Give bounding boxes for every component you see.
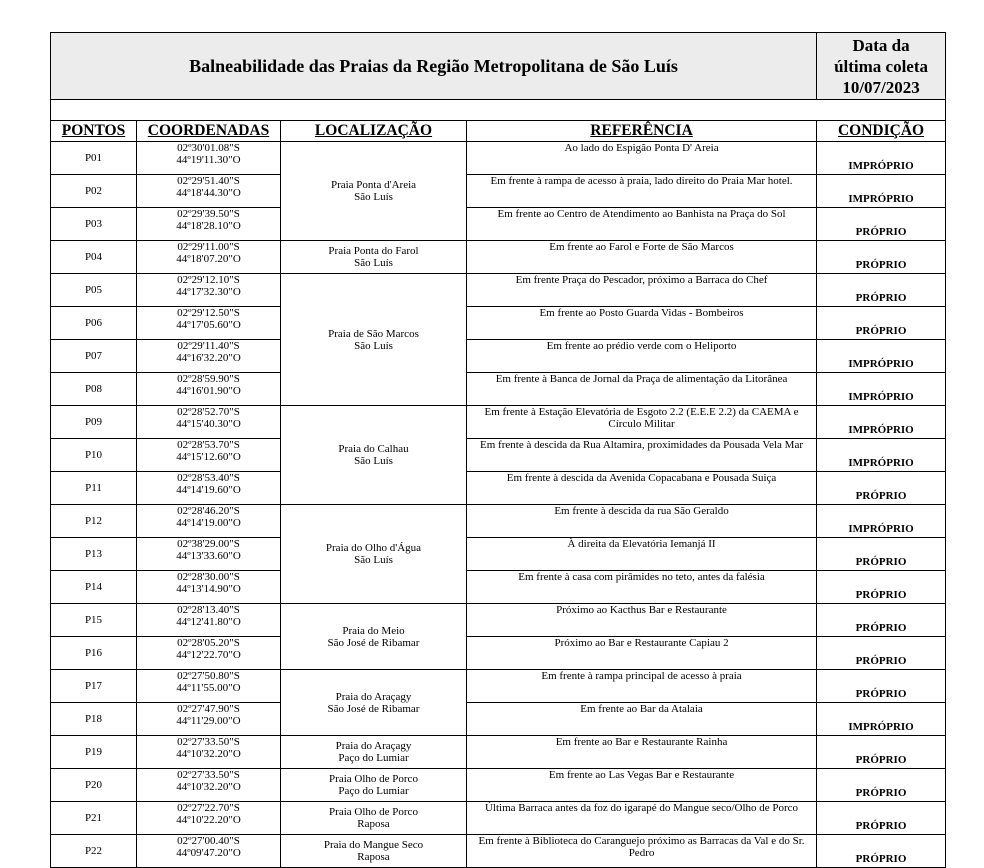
balneabilidade-table bbox=[50, 32, 946, 868]
table-row bbox=[51, 373, 946, 406]
location-cell: Praia do Calhau São Luís bbox=[281, 406, 467, 505]
reference-cell: Em frente à descida da Avenida Copacabana e Pousada Suiça bbox=[467, 472, 817, 505]
condition-cell: PRÓPRIO bbox=[817, 802, 946, 835]
col-header-referencia: REFERÊNCIA bbox=[467, 121, 817, 142]
ponto-cell: P16 bbox=[51, 637, 137, 670]
ponto-cell: P12 bbox=[51, 505, 137, 538]
coordinates-cell: 02º28'53.70"S 44º15'12.60"O bbox=[137, 439, 281, 472]
condition-cell: PRÓPRIO bbox=[817, 307, 946, 340]
condition-cell: PRÓPRIO bbox=[817, 769, 946, 802]
col-header-coordenadas: COORDENADAS bbox=[137, 121, 281, 142]
condition-cell: PRÓPRIO bbox=[817, 472, 946, 505]
condition-cell: IMPRÓPRIO bbox=[817, 142, 946, 175]
ponto-cell: P08 bbox=[51, 373, 137, 406]
coordinates-cell: 02º28'13.40"S 44º12'41.80"O bbox=[137, 604, 281, 637]
table-row bbox=[51, 736, 946, 769]
table-row bbox=[51, 472, 946, 505]
ponto-cell: P07 bbox=[51, 340, 137, 373]
coordinates-cell: 02º29'12.10"S 44º17'32.30"O bbox=[137, 274, 281, 307]
location-cell: Praia do Araçagy São José de Ribamar bbox=[281, 670, 467, 736]
location-cell: Praia do Olho d'Água São Luís bbox=[281, 505, 467, 604]
table-row bbox=[51, 340, 946, 373]
condition-cell: IMPRÓPRIO bbox=[817, 439, 946, 472]
reference-cell: Em frente ao Las Vegas Bar e Restaurante bbox=[467, 769, 817, 802]
coordinates-cell: 02º27'50.80"S 44º11'55.00"O bbox=[137, 670, 281, 703]
table-row bbox=[51, 406, 946, 439]
ponto-cell: P09 bbox=[51, 406, 137, 439]
coordinates-cell: 02º27'47.90"S 44º11'29.00"O bbox=[137, 703, 281, 736]
table-row bbox=[51, 802, 946, 835]
condition-cell: PRÓPRIO bbox=[817, 835, 946, 868]
condition-cell: IMPRÓPRIO bbox=[817, 340, 946, 373]
condition-cell: IMPRÓPRIO bbox=[817, 373, 946, 406]
ponto-cell: P06 bbox=[51, 307, 137, 340]
table-row bbox=[51, 505, 946, 538]
table-row bbox=[51, 703, 946, 736]
ponto-cell: P14 bbox=[51, 571, 137, 604]
coordinates-cell: 02º29'11.40"S 44º16'32.20"O bbox=[137, 340, 281, 373]
coordinates-cell: 02º29'12.50"S 44º17'05.60"O bbox=[137, 307, 281, 340]
coordinates-cell: 02º27'22.70"S 44º10'22.20"O bbox=[137, 802, 281, 835]
coordinates-cell: 02º29'39.50"S 44º18'28.10"O bbox=[137, 208, 281, 241]
table-row bbox=[51, 670, 946, 703]
condition-cell: PRÓPRIO bbox=[817, 274, 946, 307]
header-row bbox=[51, 33, 946, 100]
location-cell: Praia de São Marcos São Luís bbox=[281, 274, 467, 406]
coordinates-cell: 02º28'59.90"S 44º16'01.90"O bbox=[137, 373, 281, 406]
balneabilidade-document bbox=[50, 32, 945, 865]
coordinates-cell: 02º29'11.00"S 44º18'07.20"O bbox=[137, 241, 281, 274]
condition-cell: PRÓPRIO bbox=[817, 736, 946, 769]
location-cell: Praia do Meio São José de Ribamar bbox=[281, 604, 467, 670]
reference-cell: Próximo ao Kacthus Bar e Restaurante bbox=[467, 604, 817, 637]
ponto-cell: P20 bbox=[51, 769, 137, 802]
ponto-cell: P17 bbox=[51, 670, 137, 703]
reference-cell: Em frente à Biblioteca do Caranguejo próximo as Barracas da Val e do Sr. Pedro bbox=[467, 835, 817, 868]
condition-cell: PRÓPRIO bbox=[817, 208, 946, 241]
reference-cell: Última Barraca antes da foz do igarapé do Mangue seco/Olho de Porco bbox=[467, 802, 817, 835]
condition-cell: PRÓPRIO bbox=[817, 637, 946, 670]
last-collection-date: Data da última coleta 10/07/2023 bbox=[817, 33, 946, 100]
reference-cell: Em frente ao Bar da Atalaia bbox=[467, 703, 817, 736]
ponto-cell: P04 bbox=[51, 241, 137, 274]
table-row bbox=[51, 604, 946, 637]
location-cell: Praia do Araçagy Paço do Lumiar bbox=[281, 736, 467, 769]
reference-cell: Em frente ao Farol e Forte de São Marcos bbox=[467, 241, 817, 274]
ponto-cell: P01 bbox=[51, 142, 137, 175]
reference-cell: Próximo ao Bar e Restaurante Capiau 2 bbox=[467, 637, 817, 670]
ponto-cell: P22 bbox=[51, 835, 137, 868]
col-header-condicao: CONDIÇÃO bbox=[817, 121, 946, 142]
table-row bbox=[51, 538, 946, 571]
reference-cell: À direita da Elevatória Iemanjá II bbox=[467, 538, 817, 571]
table-row bbox=[51, 241, 946, 274]
reference-cell: Em frente ao Centro de Atendimento ao Banhista na Praça do Sol bbox=[467, 208, 817, 241]
location-cell: Praia do Mangue Seco Raposa bbox=[281, 835, 467, 868]
reference-cell: Em frente ao prédio verde com o Heliporto bbox=[467, 340, 817, 373]
coordinates-cell: 02º28'46.20"S 44º14'19.00"O bbox=[137, 505, 281, 538]
coordinates-cell: 02º28'53.40"S 44º14'19.60"O bbox=[137, 472, 281, 505]
table-row bbox=[51, 835, 946, 868]
table-row bbox=[51, 439, 946, 472]
reference-cell: Em frente à rampa principal de acesso à praia bbox=[467, 670, 817, 703]
table-row bbox=[51, 274, 946, 307]
reference-cell: Em frente ao Bar e Restaurante Rainha bbox=[467, 736, 817, 769]
location-cell: Praia Olho de Porco Raposa bbox=[281, 802, 467, 835]
table-row bbox=[51, 142, 946, 175]
reference-cell: Em frente à descida da rua São Geraldo bbox=[467, 505, 817, 538]
coordinates-cell: 02º27'00.40"S 44º09'47.20"O bbox=[137, 835, 281, 868]
col-header-localizacao: LOCALIZAÇÃO bbox=[281, 121, 467, 142]
table-title: Balneabilidade das Praias da Região Metropolitana de São Luís bbox=[51, 33, 817, 100]
coordinates-cell: 02º28'52.70"S 44º15'40.30"O bbox=[137, 406, 281, 439]
reference-cell: Em frente à Banca de Jornal da Praça de alimentação da Litorânea bbox=[467, 373, 817, 406]
condition-cell: PRÓPRIO bbox=[817, 241, 946, 274]
location-cell: Praia Ponta d'Areia São Luís bbox=[281, 142, 467, 241]
coordinates-cell: 02º28'30.00"S 44º13'14.90"O bbox=[137, 571, 281, 604]
reference-cell: Em frente à descida da Rua Altamira, proximidades da Pousada Vela Mar bbox=[467, 439, 817, 472]
ponto-cell: P10 bbox=[51, 439, 137, 472]
coordinates-cell: 02º29'51.40"S 44º18'44.30"O bbox=[137, 175, 281, 208]
condition-cell: IMPRÓPRIO bbox=[817, 406, 946, 439]
location-cell: Praia Ponta do Farol São Luís bbox=[281, 241, 467, 274]
condition-cell: PRÓPRIO bbox=[817, 538, 946, 571]
coordinates-cell: 02º27'33.50"S 44º10'32.20"O bbox=[137, 736, 281, 769]
table-row bbox=[51, 769, 946, 802]
reference-cell: Em frente à casa com pirâmides no teto, antes da falésia bbox=[467, 571, 817, 604]
ponto-cell: P05 bbox=[51, 274, 137, 307]
ponto-cell: P18 bbox=[51, 703, 137, 736]
condition-cell: PRÓPRIO bbox=[817, 670, 946, 703]
condition-cell: IMPRÓPRIO bbox=[817, 703, 946, 736]
ponto-cell: P13 bbox=[51, 538, 137, 571]
table-row bbox=[51, 571, 946, 604]
coordinates-cell: 02º38'29.00"S 44º13'33.60"O bbox=[137, 538, 281, 571]
col-header-pontos: PONTOS bbox=[51, 121, 137, 142]
ponto-cell: P11 bbox=[51, 472, 137, 505]
condition-cell: PRÓPRIO bbox=[817, 604, 946, 637]
ponto-cell: P21 bbox=[51, 802, 137, 835]
ponto-cell: P15 bbox=[51, 604, 137, 637]
coordinates-cell: 02º27'33.50"S 44º10'32.20"O bbox=[137, 769, 281, 802]
table-row bbox=[51, 637, 946, 670]
table-row bbox=[51, 307, 946, 340]
location-cell: Praia Olho de Porco Paço do Lumiar bbox=[281, 769, 467, 802]
table-row bbox=[51, 208, 946, 241]
reference-cell: Em frente à Estação Elevatória de Esgoto 2.2 (E.E.E 2.2) da CAEMA e Círculo Militar bbox=[467, 406, 817, 439]
condition-cell: IMPRÓPRIO bbox=[817, 175, 946, 208]
coordinates-cell: 02º30'01.08"S 44º19'11.30"O bbox=[137, 142, 281, 175]
coordinates-cell: 02º28'05.20"S 44º12'22.70"O bbox=[137, 637, 281, 670]
condition-cell: IMPRÓPRIO bbox=[817, 505, 946, 538]
ponto-cell: P19 bbox=[51, 736, 137, 769]
ponto-cell: P03 bbox=[51, 208, 137, 241]
reference-cell: Em frente à rampa de acesso à praia, lado direito do Praia Mar hotel. bbox=[467, 175, 817, 208]
column-header-row bbox=[51, 121, 946, 142]
reference-cell: Em frente ao Posto Guarda Vidas - Bombeiros bbox=[467, 307, 817, 340]
reference-cell: Ao lado do Espigão Ponta D' Areia bbox=[467, 142, 817, 175]
condition-cell: PRÓPRIO bbox=[817, 571, 946, 604]
reference-cell: Em frente Praça do Pescador, próximo a Barraca do Chef bbox=[467, 274, 817, 307]
spacer-row bbox=[51, 100, 946, 121]
ponto-cell: P02 bbox=[51, 175, 137, 208]
table-row bbox=[51, 175, 946, 208]
